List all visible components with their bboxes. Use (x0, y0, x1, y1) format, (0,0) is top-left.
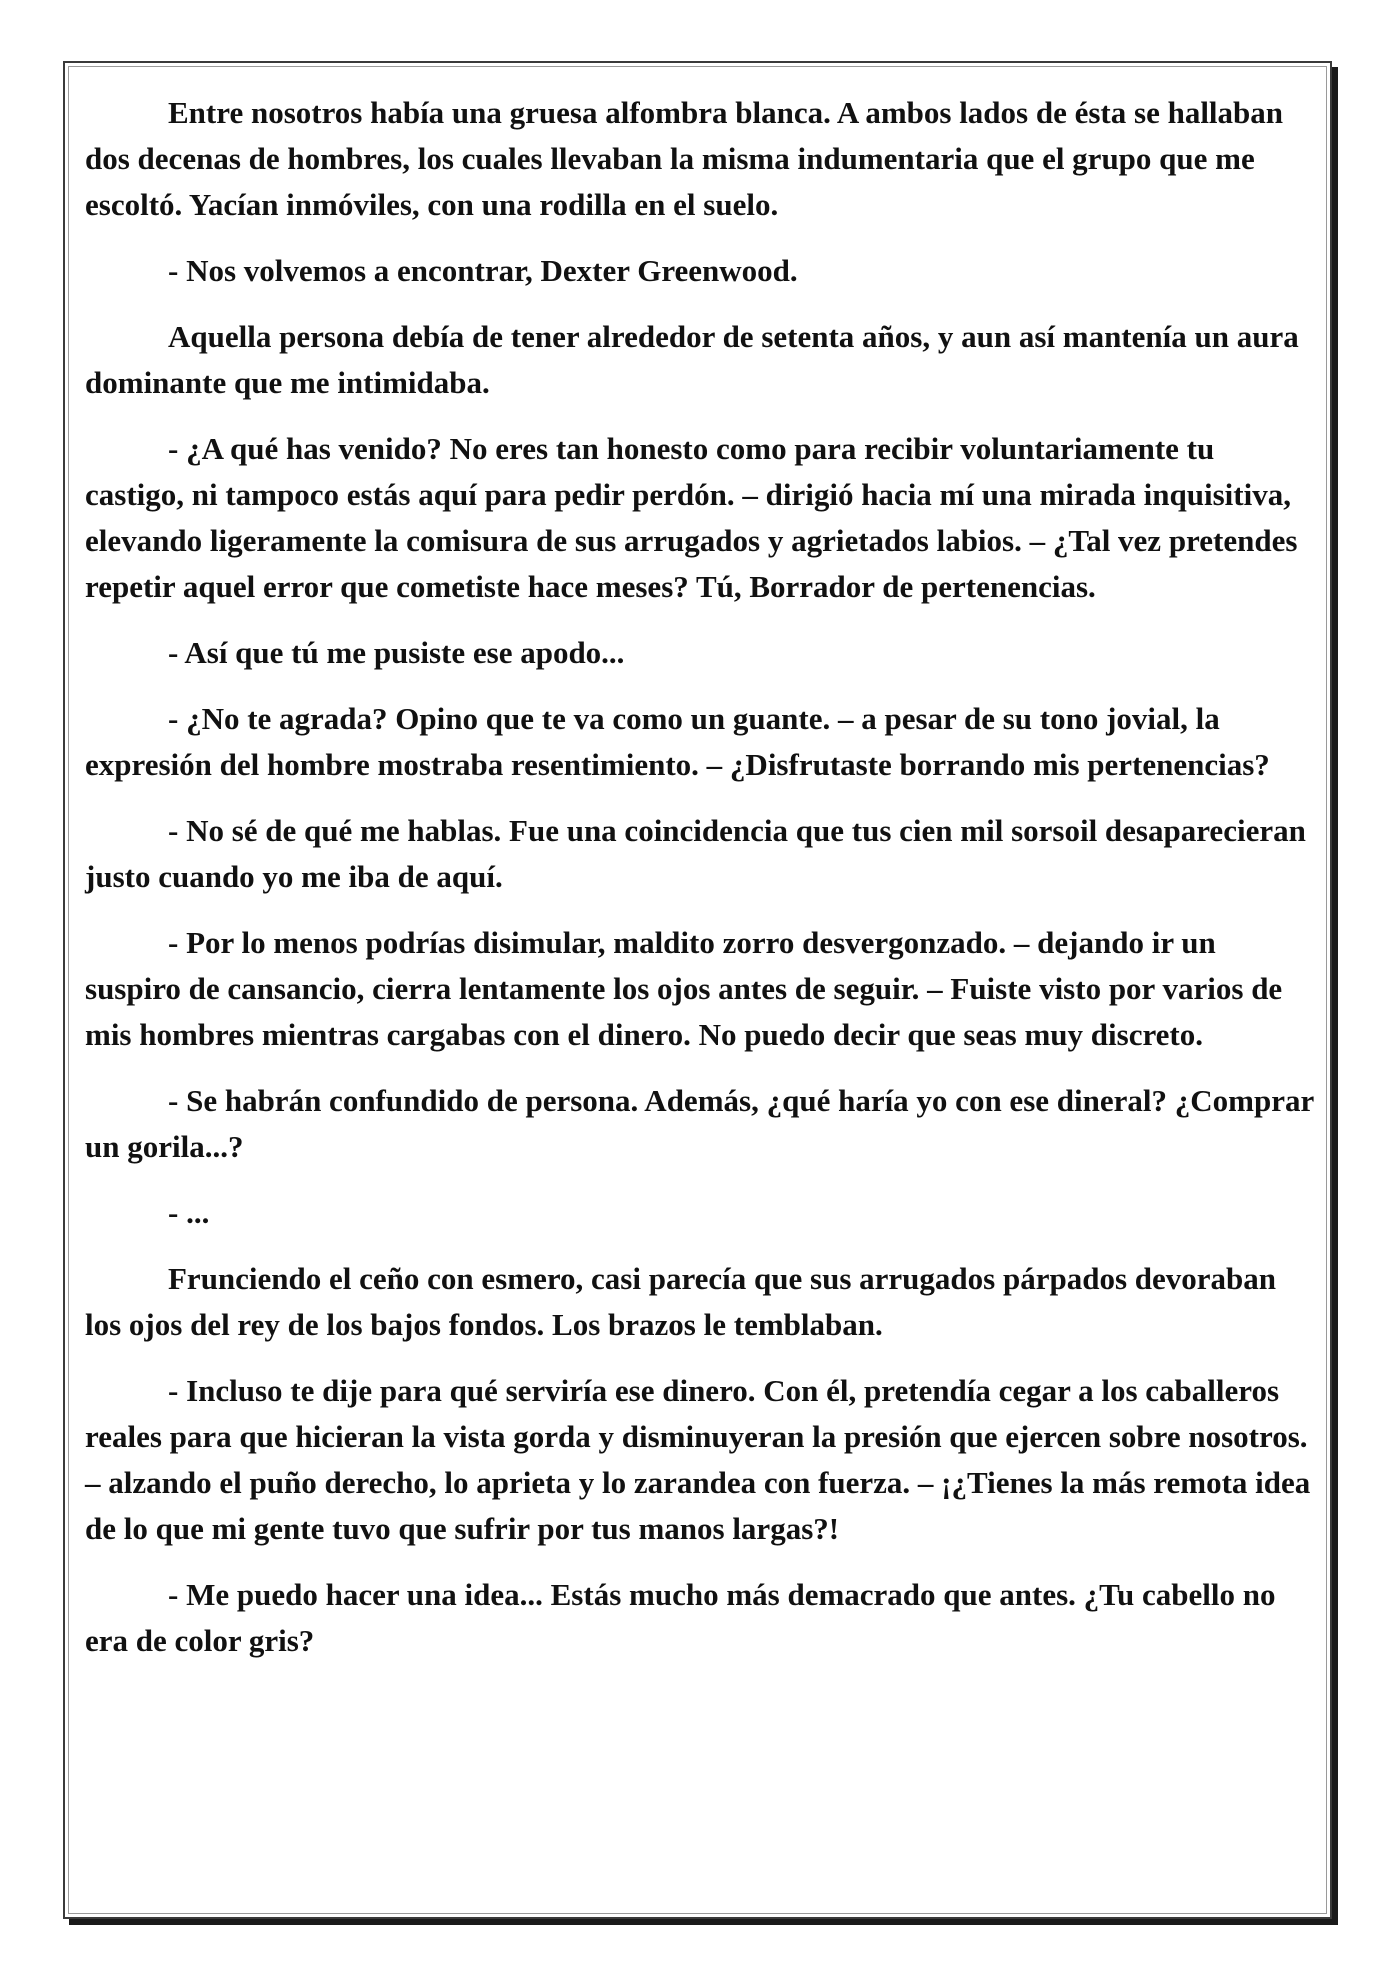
paragraph-13: - Me puedo hacer una idea... Estás mucho más demacrado que antes. ¿Tu cabello no era de color gris? (85, 1577, 1276, 1658)
page-frame (63, 61, 1332, 1919)
paragraph-8: - Por lo menos podrías disimular, maldito zorro desvergonzado. – dejando ir un suspiro de cansancio, cierra lentamente los ojos antes de seguir. – Fuiste visto por varios de mis hombres mientras cargabas con el dinero. No puedo decir que seas muy discreto. (85, 925, 1283, 1052)
paragraph-6: - ¿No te agrada? Opino que te va como un guante. – a pesar de su tono jovial, la expresión del hombre mostraba resentimiento. – ¿Disfrutaste borrando mis pertenencias? (85, 701, 1270, 782)
text-column (85, 90, 1317, 1684)
paragraph-2: - Nos volvemos a encontrar, Dexter Greenwood. (168, 253, 798, 288)
paragraph-4: - ¿A qué has venido? No eres tan honesto como para recibir voluntariamente tu castigo, ni tampoco estás aquí para pedir perdón. – dirigió hacia mí una mirada inquisitiva, elevando ligeramente la comisura de sus arrugados y agrietados labios. – ¿Tal vez pretendes repetir aquel error que cometiste hace meses? Tú, Borrador de pertenencias. (85, 431, 1298, 604)
paragraph-5: - Así que tú me pusiste ese apodo... (168, 635, 625, 670)
paragraph-3: Aquella persona debía de tener alrededor de setenta años, y aun así mantenía un aura dominante que me intimidaba. (85, 319, 1299, 400)
paragraph-1: Entre nosotros había una gruesa alfombra blanca. A ambos lados de ésta se hallaban dos decenas de hombres, los cuales llevaban la misma indumentaria que el grupo que me escoltó. Yacían inmóviles, con una rodilla en el suelo. (85, 95, 1284, 222)
paragraph-12: - Incluso te dije para qué serviría ese dinero. Con él, pretendía cegar a los caballeros reales para que hicieran la vista gorda y disminuyeran la presión que ejercen sobre nosotros. – alzando el puño derecho, lo aprieta y lo zarandea con fuerza. – ¡¿Tienes la más remota idea de lo que mi gente tuvo que sufrir por tus manos largas?! (85, 1373, 1311, 1546)
paragraph-10: - ... (168, 1195, 210, 1230)
paragraph-9: - Se habrán confundido de persona. Además, ¿qué haría yo con ese dineral? ¿Comprar un gorila...? (85, 1083, 1314, 1164)
paragraph-11: Frunciendo el ceño con esmero, casi parecía que sus arrugados párpados devoraban los ojos del rey de los bajos fondos. Los brazos le temblaban. (85, 1261, 1276, 1342)
paragraph-7: - No sé de qué me hablas. Fue una coincidencia que tus cien mil sorsoil desaparecieran justo cuando yo me iba de aquí. (85, 813, 1306, 894)
